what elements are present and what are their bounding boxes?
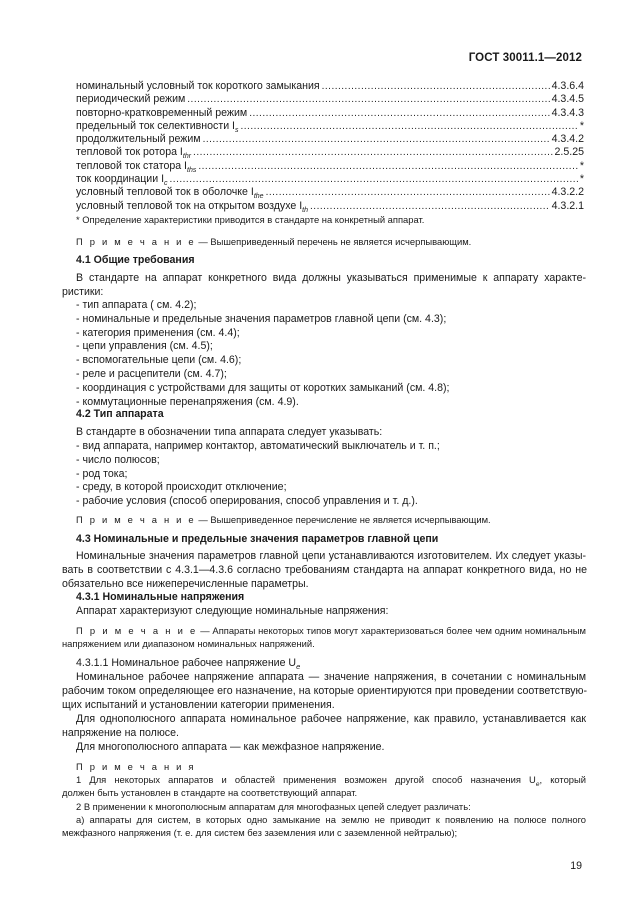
section-4-3-1-1-p2-line2: напряжение на полюсе.: [62, 727, 179, 739]
note-1: [76, 235, 586, 248]
section-4-3-1-1-p1-line3: щих испытаний и установлении категории применения.: [62, 699, 335, 711]
term-label: тепловой ток ротора $I_{thr}$: [76, 146, 192, 161]
term-index-row: [76, 160, 584, 173]
note-2-line1: 2 В применении к многополюсным аппаратам для многофазных цепей следует различать:: [76, 801, 471, 812]
term-reference: *: [579, 119, 584, 132]
note-text: — Вышеприведенный перечень не является исчерпывающим.: [195, 236, 472, 247]
dot-leader: [249, 107, 549, 120]
section-4-3-para-line2: вать в соответствии с 4.3.1—4.3.6 согласно требованиям стандарта на аппарат конкретного вида, но не: [62, 564, 587, 576]
term-reference: 4.3.4.5: [551, 93, 584, 106]
dot-leader: [310, 200, 550, 213]
section-4-2-intro: В стандарте в обозначении типа аппарата следует указывать:: [76, 426, 383, 438]
list-item: - категория применения (см. 4.4);: [76, 326, 240, 339]
term-index-row: [76, 186, 584, 199]
term-index-row: [76, 80, 584, 93]
list-item: - род тока;: [76, 467, 128, 480]
dot-leader: [198, 160, 578, 173]
list-item: - координация с устройствами для защиты от коротких замыканий (см. 4.8);: [76, 381, 450, 394]
list-item: - число полюсов;: [76, 453, 160, 466]
term-label: периодический режим: [76, 93, 186, 106]
section-4-3-para-line3: обязательно все нижеперечисленные параметры.: [62, 578, 309, 590]
term-reference: 4.3.4.3: [551, 106, 584, 119]
section-4-2-list: [76, 440, 586, 509]
section-4-1-intro-line2: ристики:: [62, 286, 104, 298]
dot-leader: [241, 120, 578, 133]
section-4-3-1-title: 4.3.1 Номинальные напряжения: [76, 591, 245, 603]
dot-leader: [193, 146, 552, 159]
note-1-line2: должен быть установлен в стандарте на соответствующий аппарат.: [62, 787, 358, 798]
term-reference: 4.3.2.2: [551, 186, 584, 199]
section-4-2-title: 4.2 Тип аппарата: [76, 408, 164, 420]
section-4-1-title: 4.1 Общие требования: [76, 254, 195, 266]
term-reference: *: [579, 173, 584, 186]
dot-leader: [187, 93, 549, 106]
section-4-3-1-1-p1-line2: рабочим током определяющее его назначение, на которые ориентируются при проведении соответствую-: [62, 685, 587, 697]
term-index-row: [76, 120, 584, 133]
term-label: условный тепловой ток на открытом воздухе $I_{th}$: [76, 199, 309, 214]
note-2-line2: а) аппараты для систем, в которых одно замыкание на землю не приводит к появлению на полюсе полного: [76, 814, 586, 825]
dot-leader: [266, 186, 550, 199]
term-reference: 4.3.4.2: [551, 133, 584, 146]
term-label: продолжительный режим: [76, 133, 201, 146]
list-item: - реле и расцепители (см. 4.7);: [76, 367, 227, 380]
section-4-3-1-note-line2: напряжением или диапазоном номинальных напряжений.: [62, 638, 315, 649]
section-4-3-1-1-p1-line1: Номинальное рабочее напряжение аппарата — значение напряжения, в сочетании с номинальным: [76, 671, 586, 683]
list-item: - цепи управления (см. 4.5);: [76, 340, 213, 353]
term-label: номинальный условный ток короткого замыкания: [76, 80, 320, 92]
section-4-1-intro-line1: В стандарте на аппарат конкретного вида должны указываться применимые к аппарату характе-: [76, 272, 586, 284]
dot-leader: [322, 80, 550, 93]
term-index-list: [76, 80, 584, 213]
list-item: - номинальные и предельные значения параметров главной цепи (см. 4.3);: [76, 312, 447, 325]
term-reference: *: [579, 159, 584, 172]
note-label: П р и м е ч а н и е: [76, 625, 198, 636]
term-index-row: [76, 146, 584, 159]
footnote: * Определение характеристики приводится в стандарте на конкретный аппарат.: [76, 214, 425, 225]
note-label: П р и м е ч а н и е: [76, 236, 196, 247]
list-item: - рабочие условия (способ оперирования, способ управления и т. д.).: [76, 495, 418, 508]
note-label: П р и м е ч а н и е: [76, 514, 196, 525]
term-label: тепловой ток статора $I_{ths}$: [76, 159, 197, 174]
note-2-line3: межфазного напряжения (т. е. для систем без заземления или с заземленной нейтралью);: [62, 827, 458, 838]
dot-leader: [170, 173, 578, 186]
section-4-3-1-1-p3: Для многополюсного аппарата — как межфазное напряжение.: [76, 741, 385, 753]
section-4-3-1-1-title: 4.3.1.1 Номинальное рабочее напряжение $U_e$: [76, 657, 301, 672]
list-item: - вид аппарата, например контактор, автоматический выключатель и т. п.;: [76, 440, 440, 452]
list-item: - тип аппарата ( см. 4.2);: [76, 299, 197, 311]
dot-leader: [203, 133, 550, 146]
list-item: - среду, в которой происходит отключение;: [76, 481, 287, 494]
section-4-3-1-1-p2-line1: Для однополюсного аппарата номинальное рабочее напряжение, как правило, устанавливается как: [76, 713, 586, 725]
note-1-line1: 1 Для некоторых аппаратов и областей применения возможен другой способ назначения $U_e$, который: [76, 774, 586, 788]
notes-label: П р и м е ч а н и я: [76, 761, 196, 772]
list-item: - вспомогательные цепи (см. 4.6);: [76, 354, 242, 367]
term-index-row: [76, 173, 584, 186]
standard-header: ГОСТ 30011.1—2012: [468, 52, 582, 64]
note-text: — Аппараты некоторых типов могут характеризоваться более чем одним номинальным: [197, 625, 586, 636]
term-reference: 4.3.6.4: [551, 80, 584, 92]
term-index-row: [76, 93, 584, 106]
term-reference: 2.5.25: [554, 146, 584, 159]
list-item: - коммутационные перенапряжения (см. 4.9).: [76, 395, 299, 408]
term-index-row: [76, 200, 584, 213]
term-label: предельный ток селективности $I_s$: [76, 119, 239, 134]
section-4-1-list: [76, 299, 586, 409]
term-label: повторно-кратковременный режим: [76, 106, 248, 119]
section-4-2-note: [76, 513, 586, 526]
section-4-3-para-line1: Номинальные значения параметров главной цепи устанавливаются изготовителем. Их следует указы-: [76, 550, 586, 562]
term-label: условный тепловой ток в оболочке $I_{the}$: [76, 186, 264, 201]
section-4-3-1-intro: Аппарат характеризуют следующие номинальные напряжения:: [76, 605, 389, 617]
term-label: ток координации $I_c$: [76, 173, 168, 188]
term-index-row: [76, 133, 584, 146]
section-4-3-1-note-line1: [76, 624, 586, 637]
term-reference: 4.3.2.1: [551, 199, 584, 212]
note-text: — Вышеприведенное перечисление не является исчерпывающим.: [195, 514, 491, 525]
section-4-3-title: 4.3 Номинальные и предельные значения параметров главной цепи: [76, 533, 439, 545]
page-number: 19: [570, 860, 582, 872]
term-index-row: [76, 107, 584, 120]
